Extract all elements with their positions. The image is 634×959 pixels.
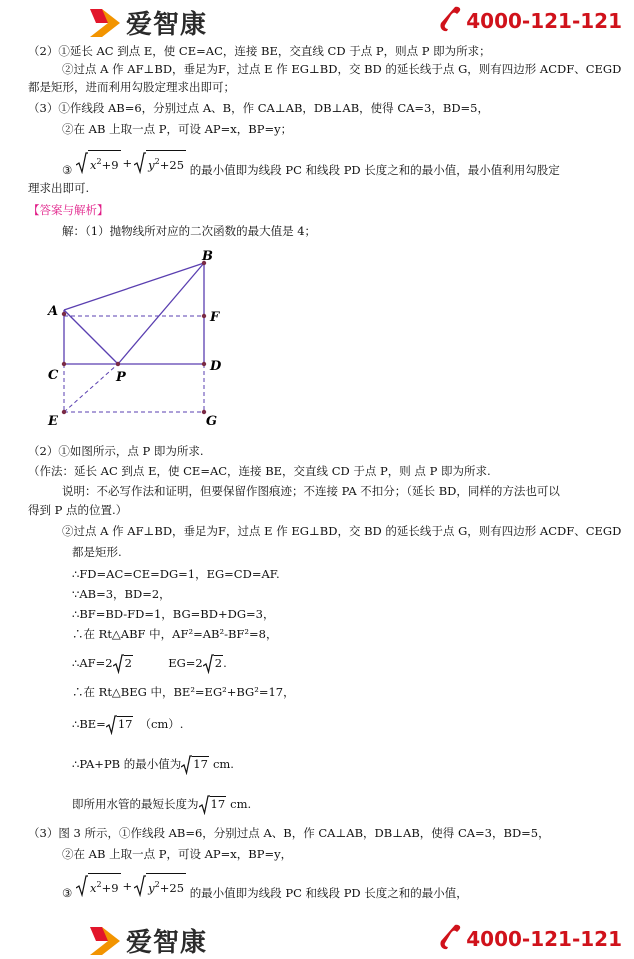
label-C: C xyxy=(48,368,59,383)
sqrt-icon xyxy=(203,654,214,674)
formula-line: ③ $x^2+9$ + $y^2+25$ 的最小值即为线段 PC 和线段 PD 长度之和的最小值，最小值利用勾股定 xyxy=(62,150,560,181)
text-line: （2）①延长 AC 到点 E，使 CE=AC，连接 BE，交直线 CD 于点 P，则点 P 即为所求； xyxy=(28,44,491,58)
text-line: （3）①作线段 AB=6，分别过点 A、B，作 CA⊥AB，DB⊥AB，使得 CA=3，BD=5， xyxy=(28,101,489,115)
brand-name: 爱智康 xyxy=(126,928,208,958)
hotline-number: 4000-121-121 xyxy=(466,926,622,951)
point-E xyxy=(62,410,66,414)
hotline-number: 4000-121-121 xyxy=(466,8,622,33)
sqrt-icon xyxy=(134,875,146,897)
phone-icon xyxy=(438,924,462,953)
formula-line: 即所用水管的最短长度为 17 cm. xyxy=(72,794,251,815)
segment-AP xyxy=(64,310,118,364)
segment-AB xyxy=(64,263,204,310)
label-D: D xyxy=(210,359,222,374)
footer-brand-logo xyxy=(90,922,207,959)
text-line: ∴在 Rt△ABF 中，AF²=AB²-BF²=8， xyxy=(72,627,278,641)
brand-name: 爱智康 xyxy=(126,10,208,40)
point-D xyxy=(202,362,206,366)
segment-PB xyxy=(118,263,204,364)
text-line: ∴在 Rt△BEG 中，BE²=EG²+BG²=17， xyxy=(72,685,295,699)
label-B: B xyxy=(202,249,213,264)
sqrt-icon xyxy=(181,755,192,775)
label-E: E xyxy=(48,414,58,429)
text-line: 理求出即可. xyxy=(28,181,90,195)
sqrt-icon xyxy=(106,715,117,735)
brand-mark-icon xyxy=(90,9,120,37)
point-C xyxy=(62,362,66,366)
formula-line: ∴PA+PB 的最小值为 17 cm. xyxy=(72,754,234,775)
point-F xyxy=(202,314,206,318)
text-line: 得到 P 点的位置.） xyxy=(28,503,128,517)
text-line: ②过点 A 作 AF⊥BD，垂足为F，过点 E 作 EG⊥BD，交 BD 的延长线于点 G，则有四边形 ACDF、CEGD xyxy=(62,524,622,538)
geometry-figure xyxy=(40,245,260,430)
formula-line: ∴BE= 17 （cm）. xyxy=(72,714,183,735)
text-line: 都是矩形，进而利用勾股定理求出即可； xyxy=(28,80,235,94)
text-line: （2）①如图所示，点 P 即为所求. xyxy=(28,444,204,458)
formula-line: ③ $x^2+9$ + $y^2+25$ 的最小值即为线段 PC 和线段 PD 长度之和的最小值， xyxy=(62,873,468,904)
answer-header: 【答案与解析】 xyxy=(28,203,109,217)
segment-EP xyxy=(64,364,118,412)
sqrt-expression: $x^2+9$ + $y^2+25$ xyxy=(76,873,186,899)
sqrt-icon xyxy=(199,795,210,815)
formula-line: ∴AF=2 2 EG=2 2. xyxy=(72,653,227,674)
brand-mark-icon xyxy=(90,927,120,955)
phone-icon xyxy=(438,6,462,35)
label-G: G xyxy=(206,414,218,429)
label-P: P xyxy=(116,370,126,385)
sqrt-icon xyxy=(76,152,88,174)
point-P xyxy=(116,362,120,366)
sqrt-icon xyxy=(76,875,88,897)
text-line: （3）图 3 所示，①作线段 AB=6，分别过点 A、B，作 CA⊥AB，DB⊥AB，使得 CA=3，BD=5， xyxy=(28,826,550,840)
text-line: 解：（1）抛物线所对应的二次函数的最大值是 4； xyxy=(62,224,317,238)
text-line: ②在 AB 上取一点 P，可设 AP=x，BP=y， xyxy=(62,847,293,861)
text-line: 说明：不必写作法和证明，但要保留作图痕迹；不连接 PA 不扣分；（延长 BD，同样的方法也可以 xyxy=(62,484,560,498)
text-line: ②在 AB 上取一点 P，可设 AP=x，BP=y； xyxy=(62,122,293,136)
text-line: （作法：延长 AC 到点 E，使 CE=AC，连接 BE，交直线 CD 于点 P，则 点 P 即为所求. xyxy=(28,464,491,478)
brand-logo xyxy=(90,4,207,41)
sqrt-icon xyxy=(113,654,124,674)
text-line: ∵AB=3，BD=2， xyxy=(72,587,171,601)
sqrt-expression: $x^2+9$ + $y^2+25$ xyxy=(76,150,186,176)
point-A xyxy=(62,312,66,316)
label-F: F xyxy=(210,310,220,325)
sqrt-icon xyxy=(134,152,146,174)
footer-hotline xyxy=(438,924,622,953)
text-line: ∴FD=AC=CE=DG=1，EG=CD=AF. xyxy=(72,567,280,581)
text-line: 都是矩形. xyxy=(72,545,122,559)
label-A: A xyxy=(48,304,59,319)
text-line: ∴BF=BD-FD=1，BG=BD+DG=3， xyxy=(72,607,275,621)
text-line: ②过点 A 作 AF⊥BD，垂足为F，过点 E 作 EG⊥BD，交 BD 的延长线于点 G，则有四边形 ACDF、CEGD xyxy=(62,62,622,76)
hotline xyxy=(438,6,622,35)
